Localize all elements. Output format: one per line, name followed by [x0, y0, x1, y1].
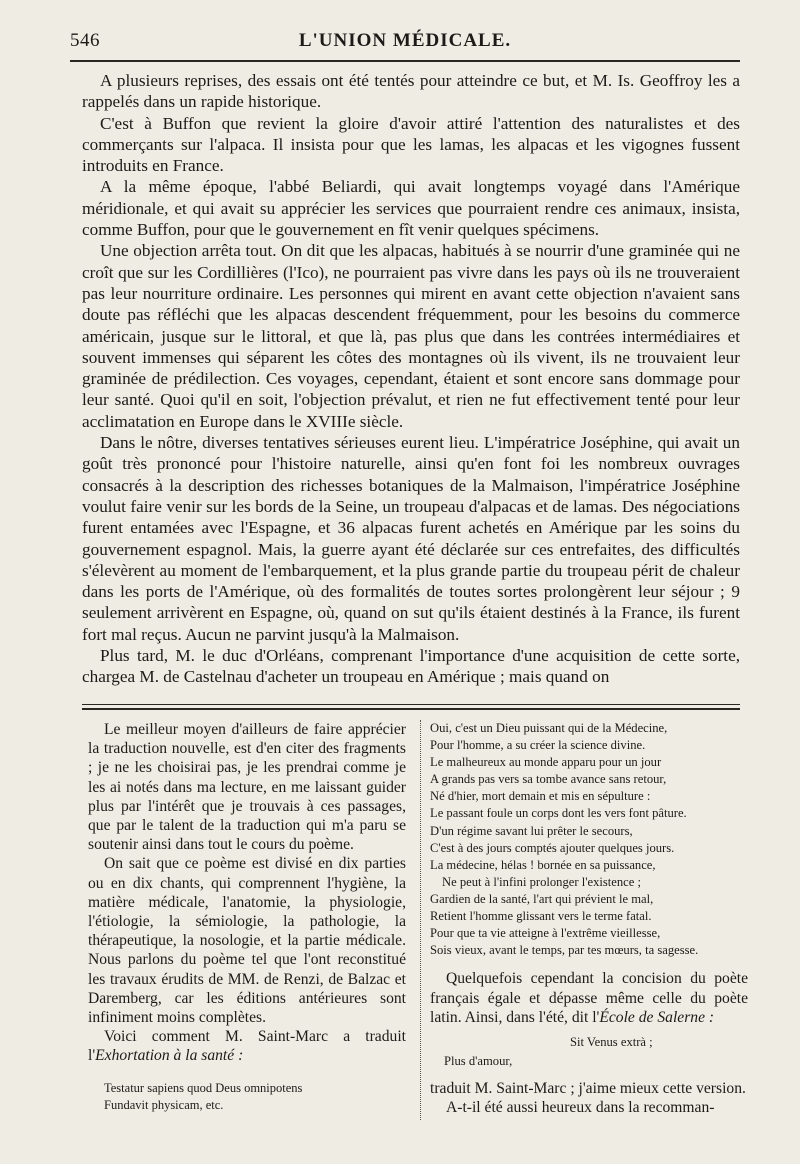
poem-line: Le malheureux au monde apparu pour un jour	[430, 755, 662, 770]
poem-line: Pour l'homme, a su créer la science divine.	[430, 738, 646, 753]
feuilleton-right-column	[430, 720, 748, 1117]
paragraph-text: Voici comment M. Saint-Marc a traduit l'	[88, 1028, 406, 1065]
poem-line: A grands pas vers sa tombe avance sans retour,	[430, 772, 667, 787]
paragraph: C'est à Buffon que revient la gloire d'avoir attiré l'attention des naturalistes et des commerçants sur l'alpaca. Il insista pour que les lamas, les alpacas et les vigognes fussent introduits en France.	[82, 113, 740, 176]
latin-line: Testatur sapiens quod Deus omnipotens	[104, 1080, 303, 1095]
translation-line: Plus d'amour,	[444, 1053, 513, 1068]
header-rule	[70, 60, 740, 62]
poem-line: Retient l'homme glissant vers le terme fatal.	[430, 909, 652, 924]
paragraph: A la même époque, l'abbé Beliardi, qui avait longtemps voyagé dans l'Amérique méridionale, et qui avait su apprécier les services que pourraient rendre ces animaux, insista, comme Buffon, pour que le gouvernement en fît venir quelques spécimens.	[82, 177, 740, 240]
poem-line: Pour que ta vie atteigne à l'extrême vieillesse,	[430, 926, 661, 941]
paragraph: A-t-il été aussi heureux dans la recomman-	[446, 1099, 715, 1117]
paragraph: Le meilleur moyen d'ailleurs de faire apprécier la traduction nouvelle, est d'en citer des fragments ; je ne les choisirai pas, je les prendrai comme je les ai notés dans ma lecture, en me laissant guider plus par l'intérêt que je trouvais à ces passages, que par le talent de la traduction qui m'a paru se soutenir ainsi dans tout le cours du poème.	[88, 721, 406, 854]
poem	[430, 720, 748, 959]
poem-line: Oui, c'est un Dieu puissant qui de la Médecine,	[430, 721, 668, 735]
paragraph: Une objection arrêta tout. On dit que les alpacas, habitués à se nourrir d'une graminée qui ne croît que sur les Cordillières (l'Ico), ne pourraient pas vivre dans les pays où ils ne trouveraient pas leur nourriture ordinaire. Les personnes qui mirent en avant cette objection n'avaient sans doute pas réfléchi que les alpacas descendent fréquemment, pour les besoins du commerce américain, jusque sur le littoral, et que là, pas plus que dans les contrées intermédiaires et souvent immenses qui séparent les côtes des montagnes où ils vivent, ils ne trouvaient leur graminée de prédilection. Ces voyages, cependant, étaient et sont encore sans dommage pour leur santé. Quoi qu'il en soit, l'objection prévalut, et rien ne fut effectivement tenté pour leur acclimatation en Europe dans le XVIIIe siècle.	[82, 241, 740, 431]
poem-line: Né d'hier, mort demain et mis en sépulture :	[430, 789, 651, 804]
poem-line: La médecine, hélas ! bornée en sa puissance,	[430, 857, 656, 872]
poem-line: C'est à des jours comptés ajouter quelques jours.	[430, 840, 675, 855]
paragraph-text: Quelquefois cependant la concision du poète français égale et dépasse même celle du poète latin. Ainsi, dans l'été, dit l'	[430, 970, 748, 1026]
poem-line: Sois vieux, avant le temps, par tes mœurs, ta sagesse.	[430, 943, 699, 958]
paragraph: Dans le nôtre, diverses tentatives sérieuses eurent lieu. L'impératrice Joséphine, qui avait un goût très prononcé pour l'histoire naturelle, ainsi qu'en font foi les nombreux ouvrages consacrés à la description des richesses botaniques de la Malmaison, l'impératrice Joséphine voulut faire venir sur les bords de la Seine, un troupeau d'alpacas et de lamas. Des négociations furent entamées avec l'Espagne, et 36 alpacas furent achetés en Amérique par les soins du gouvernement espagnol. Mais, la guerre ayant été déclarée sur ces entrefaites, des difficultés s'élevèrent au moment de l'embarquement, et la plus grande partie du troupeau périt de chaleur dans les ports de l'Amérique, où des formalités de toutes sortes prolongèrent leur séjour ; 9 seulement arrivèrent en Espagne, où, quand on sut qu'ils étaient destinés à la France, ils furent fort mal reçus. Aucun ne parvint jusqu'à la Malmaison.	[82, 433, 740, 644]
paragraph	[430, 969, 748, 1027]
latin-quote	[88, 1080, 406, 1114]
latin-line: Fundavit physicam, etc.	[104, 1097, 224, 1112]
latin-line: Sit Venus extrà ;	[570, 1034, 653, 1049]
poem-line: D'un régime savant lui prêter le secours,	[430, 823, 633, 838]
page-header	[70, 26, 740, 56]
main-article	[82, 70, 740, 688]
poem-line: Ne peut à l'infini prolonger l'existence ;	[442, 874, 641, 889]
paragraph: Plus tard, M. le duc d'Orléans, comprenant l'importance d'une acquisition de cette sorte, chargea M. de Castelnau d'acheter un troupeau en Amérique ; mais quand on	[82, 646, 740, 687]
italic-title: Exhortation à la santé :	[95, 1047, 244, 1065]
paragraph: On sait que ce poème est divisé en dix parties ou en dix chants, qui comprennent l'hygiène, la matière médicale, l'anatomie, la physiologie, l'étiologie, la sémiologie, la pathologie, la thérapeutique, la nosologie, et la partie médicale. Nous parlons du poème tel que l'ont reconstitué les travaux érudits de MM. de Renzi, de Balzac et Daremberg, car les éditions antérieures sont infiniment moins complètes.	[88, 855, 406, 1027]
feuilleton-rule-thick	[82, 708, 740, 710]
paragraph	[88, 1027, 406, 1065]
paragraph: A plusieurs reprises, des essais ont été tentés pour atteindre ce but, et M. Is. Geoffroy les a rappelés dans un rapide historique.	[82, 71, 740, 112]
feuilleton-rule-thin	[82, 704, 740, 705]
poem-line: Le passant foule un corps dont les vers font pâture.	[430, 806, 687, 821]
page-number: 546	[70, 30, 100, 51]
poem-line: Gardien de la santé, l'art qui prévient le mal,	[430, 891, 654, 906]
column-divider	[420, 720, 421, 1120]
feuilleton-left-column	[88, 720, 406, 1114]
paragraph: traduit M. Saint-Marc ; j'aime mieux cette version.	[430, 1079, 746, 1097]
running-title: L'UNION MÉDICALE.	[298, 30, 512, 51]
latin-quote	[430, 1033, 748, 1071]
italic-title: École de Salerne :	[599, 1008, 715, 1026]
